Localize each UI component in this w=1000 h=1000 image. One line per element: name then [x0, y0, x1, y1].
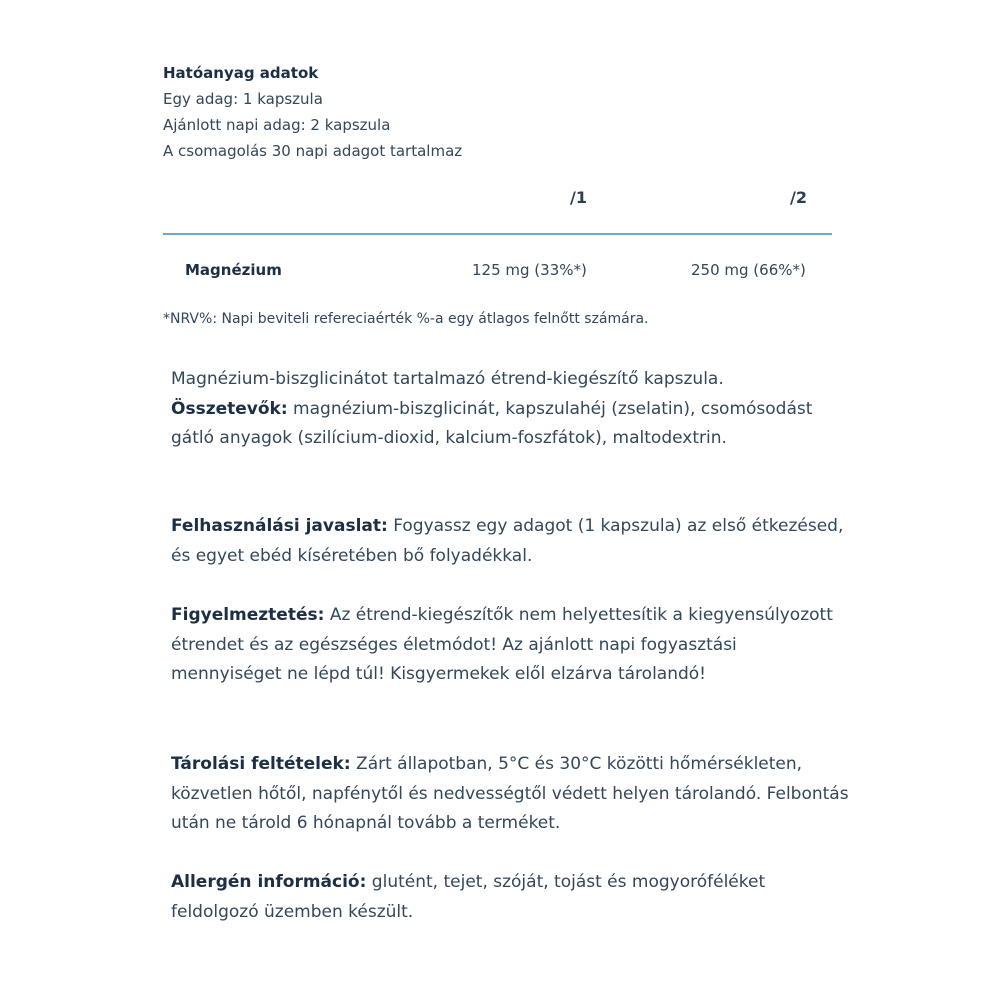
- ingredient-name: Magnézium: [185, 261, 282, 279]
- usage-label: Felhasználási javaslat:: [171, 516, 388, 536]
- serving-size: Egy adag: 1 kapszula: [163, 90, 323, 108]
- ingredient-value-per-daily-dose: 250 mg (66%*): [691, 261, 806, 279]
- active-ingredients-header: [163, 60, 843, 164]
- ingredients-label: Összetevők:: [171, 398, 288, 419]
- warning-text: Az étrend-kiegészítők nem helyettesítik a kiegyensúlyozott étrendet és az egészséges életmódot! Az ajánlott napi fogyasztási mennyiséget ne lépd túl! Kisgyermekek elől elzárva tárolandó!: [171, 605, 833, 685]
- allergen-section: [171, 868, 851, 927]
- warning-section: [171, 601, 851, 690]
- package-contents: A csomagolás 30 napi adagot tartalmaz: [163, 142, 463, 160]
- product-intro: Magnézium-biszglicinátot tartalmazó étrend-kiegészítő kapszula.: [171, 369, 724, 389]
- recommended-daily-dose: Ajánlott napi adag: 2 kapszula: [163, 116, 391, 134]
- usage-text: Fogyassz egy adagot (1 kapszula) az első étkezésed, és egyet ebéd kíséretében bő folyadékkal.: [171, 516, 844, 566]
- column-header-per-serving: /1: [570, 188, 587, 207]
- allergen-text: glutént, tejet, szóját, tojást és mogyoróféléket feldolgozó üzemben készült.: [171, 872, 766, 922]
- warning-label: Figyelmeztetés:: [171, 605, 325, 625]
- nrv-footnote: *NRV%: Napi beviteli refereciaérték %-a egy átlagos felnőtt számára.: [163, 311, 649, 327]
- storage-text: Zárt állapotban, 5°C és 30°C közötti hőmérsékleten, közvetlen hőtől, napfénytől és nedvességtől védett helyen tárolandó. Felbontás után ne tárold 6 hónapnál tovább a terméket.: [171, 754, 849, 834]
- product-description: [171, 365, 851, 454]
- table-divider: [163, 233, 832, 235]
- storage-section: [171, 750, 851, 839]
- ingredient-value-per-serving: 125 mg (33%*): [472, 261, 587, 279]
- storage-label: Tárolási feltételek:: [171, 754, 351, 774]
- usage-section: [171, 512, 851, 571]
- table-row: [163, 256, 832, 284]
- allergen-label: Allergén információ:: [171, 872, 367, 892]
- ingredients-text: magnézium-biszglicinát, kapszulahéj (zselatin), csomósodást gátló anyagok (szilícium-dioxid, kalcium-foszfátok), maltodextrin.: [171, 398, 813, 449]
- nutrition-table-header: [163, 184, 832, 214]
- column-header-per-daily-dose: /2: [790, 188, 807, 207]
- header-title: Hatóanyag adatok: [163, 64, 319, 82]
